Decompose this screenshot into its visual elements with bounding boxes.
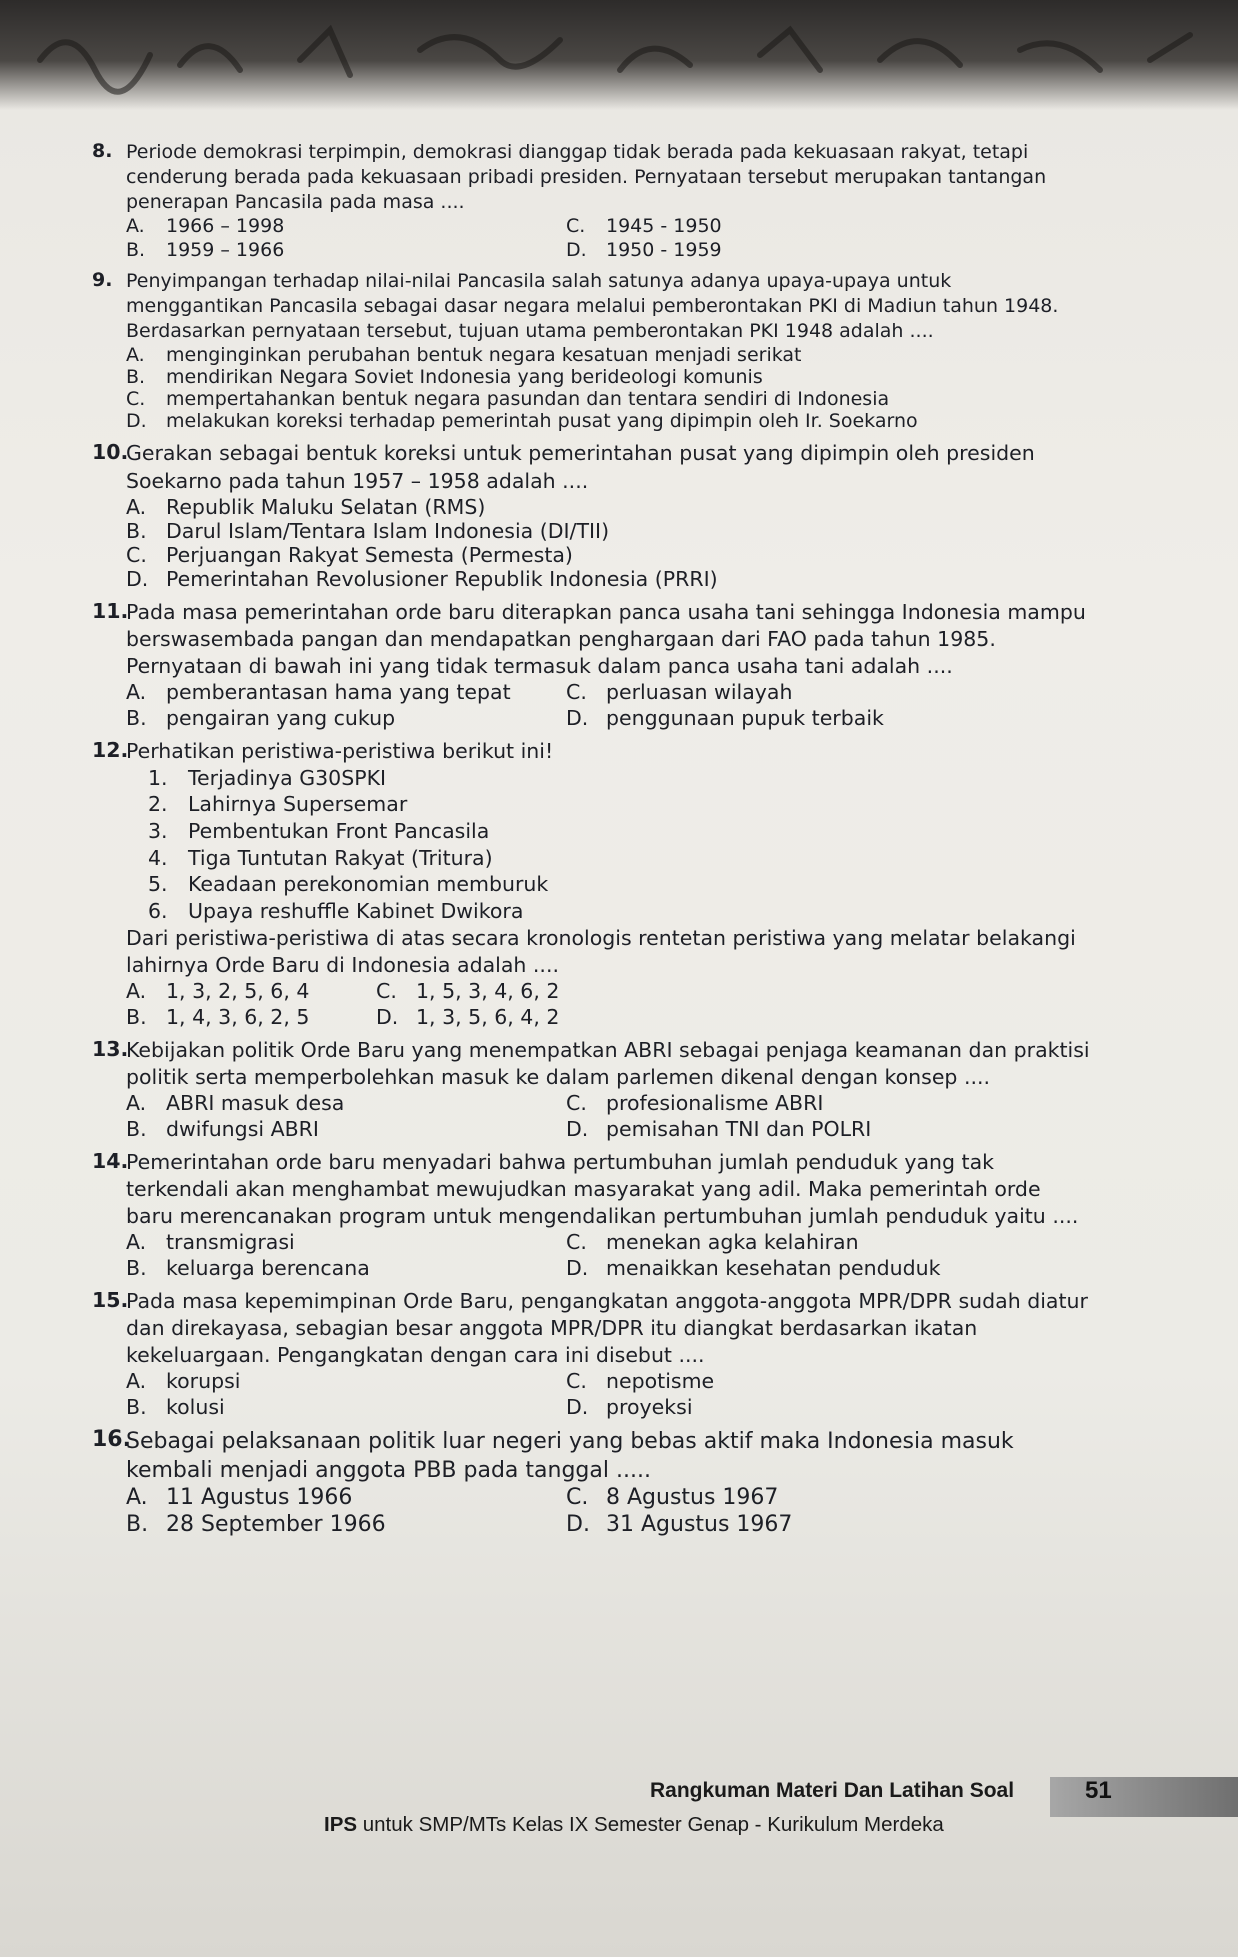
answer-options: [126, 1230, 1092, 1280]
option-c[interactable]: C. 8 Agustus 1967: [566, 1485, 779, 1511]
question-number: 15.: [92, 1287, 129, 1312]
answer-options: [126, 979, 1092, 1029]
option-a[interactable]: A. Republik Maluku Selatan (RMS): [126, 494, 486, 519]
option-d[interactable]: D. proyeksi: [566, 1395, 693, 1420]
question-14: [92, 1149, 1092, 1280]
question-list: [92, 140, 1092, 1545]
option-d[interactable]: D. penggunaan pupuk terbaik: [566, 705, 884, 730]
option-a[interactable]: A. menginginkan perubahan bentuk negara kesatuan menjadi serikat: [126, 344, 802, 367]
question-text: Pemerintahan orde baru menyadari bahwa pertumbuhan jumlah penduduk yang tak terkendali akan menghambat mewujudkan masyarakat yang adil. Maka pemerintah orde baru merencanakan program untuk mengendalikan pertumbuhan jumlah penduduk yaitu ....: [126, 1149, 1079, 1228]
list-item: 1. Terjadinya G30SPKI: [148, 765, 387, 790]
question-text: Pada masa pemerintahan orde baru diterapkan panca usaha tani sehingga Indonesia mampu berswasembada pangan dan mendapatkan penghargaan dari FAO pada tahun 1985. Pernyataan di bawah ini yang tidak termasuk dalam panca usaha tani adalah ....: [126, 599, 1086, 678]
footer-bar: [1050, 1777, 1238, 1817]
list-item: 6. Upaya reshuffle Kabinet Dwikora: [148, 898, 524, 923]
answer-options: [126, 680, 1092, 730]
option-b[interactable]: B. pengairan yang cukup: [126, 705, 396, 730]
list-item: 2. Lahirnya Supersemar: [148, 792, 408, 817]
option-d[interactable]: D. 1950 - 1959: [566, 239, 722, 262]
option-c[interactable]: C. 1, 5, 3, 4, 6, 2: [376, 978, 560, 1003]
footer-subtitle: IPS untuk SMP/MTs Kelas IX Semester Genap - Kurikulum Merdeka: [324, 1813, 944, 1836]
question-number: 9.: [92, 269, 113, 292]
bleed-through-scribble: [0, 0, 1238, 110]
question-9: [92, 269, 1092, 432]
question-number: 10.: [92, 440, 129, 465]
option-d[interactable]: D. 31 Agustus 1967: [566, 1512, 793, 1538]
option-a[interactable]: A. 11 Agustus 1966: [126, 1485, 353, 1511]
option-b[interactable]: B. 1959 – 1966: [126, 239, 285, 262]
option-a[interactable]: A. transmigrasi: [126, 1229, 295, 1254]
option-b[interactable]: B. 28 September 1966: [126, 1512, 386, 1538]
option-d[interactable]: D. pemisahan TNI dan POLRI: [566, 1116, 872, 1141]
answer-options: [126, 1369, 1092, 1419]
question-15: [92, 1288, 1092, 1419]
answer-options: [126, 1091, 1092, 1141]
question-10: [92, 440, 1092, 590]
question-number: 8.: [92, 140, 113, 162]
question-prompt: Dari peristiwa-peristiwa di atas secara kronologis rentetan peristiwa yang melatar belakangi lahirnya Orde Baru di Indonesia adalah ....: [126, 925, 1076, 977]
question-text: Penyimpangan terhadap nilai-nilai Pancasila salah satunya adanya upaya-upaya untuk menggantikan Pancasila sebagai dasar negara melalui pemberontakan PKI di Madiun tahun 1948. Berdasarkan pernyataan tersebut, tujuan utama pemberontakan PKI 1948 adalah ....: [126, 270, 1059, 343]
option-b[interactable]: B. Darul Islam/Tentara Islam Indonesia (DI/TII): [126, 518, 610, 543]
question-number: 14.: [92, 1148, 129, 1173]
option-b[interactable]: B. dwifungsi ABRI: [126, 1116, 319, 1141]
question-12: [92, 738, 1092, 1029]
question-number: 13.: [92, 1036, 129, 1061]
list-item: 5. Keadaan perekonomian memburuk: [148, 872, 549, 897]
option-b[interactable]: B. mendirikan Negara Soviet Indonesia yang berideologi komunis: [126, 366, 763, 389]
option-c[interactable]: C. perluasan wilayah: [566, 679, 793, 704]
option-d[interactable]: D. melakukan koreksi terhadap pemerintah pusat yang dipimpin oleh Ir. Soekarno: [126, 410, 918, 433]
option-c[interactable]: C. Perjuangan Rakyat Semesta (Permesta): [126, 542, 573, 567]
event-list: [148, 765, 1092, 925]
question-number: 11.: [92, 598, 129, 623]
question-text: Periode demokrasi terpimpin, demokrasi dianggap tidak berada pada kekuasaan rakyat, tetapi cenderung berada pada kekuasaan pribadi presiden. Pernyataan tersebut merupakan tantangan penerapan Pancasila pada masa ....: [126, 141, 1047, 214]
list-item: 3. Pembentukan Front Pancasila: [148, 819, 490, 844]
option-c[interactable]: C. mempertahankan bentuk negara pasundan dan tentara sendiri di Indonesia: [126, 388, 890, 411]
option-a[interactable]: A. ABRI masuk desa: [126, 1090, 345, 1115]
option-b[interactable]: B. keluarga berencana: [126, 1255, 370, 1280]
option-a[interactable]: A. korupsi: [126, 1369, 241, 1394]
option-b[interactable]: B. kolusi: [126, 1395, 225, 1420]
question-number: 16.: [92, 1427, 131, 1453]
option-d[interactable]: D. menaikkan kesehatan penduduk: [566, 1255, 941, 1280]
option-d[interactable]: D. Pemerintahan Revolusioner Republik Indonesia (PRRI): [126, 566, 718, 591]
footer-title: Rangkuman Materi Dan Latihan Soal: [650, 1779, 1015, 1802]
question-text: Perhatikan peristiwa-peristiwa berikut ini!: [126, 738, 554, 763]
question-8: [92, 140, 1092, 261]
option-a[interactable]: A. 1, 3, 2, 5, 6, 4: [126, 978, 310, 1003]
question-13: [92, 1037, 1092, 1141]
question-number: 12.: [92, 737, 129, 762]
option-d[interactable]: D. 1, 3, 5, 6, 4, 2: [376, 1004, 560, 1029]
question-text: Gerakan sebagai bentuk koreksi untuk pemerintahan pusat yang dipimpin oleh presiden Soekarno pada tahun 1957 – 1958 adalah ....: [126, 441, 1035, 493]
option-c[interactable]: C. menekan agka kelahiran: [566, 1229, 859, 1254]
option-c[interactable]: C. profesionalisme ABRI: [566, 1090, 824, 1115]
page-number: 51: [1085, 1777, 1112, 1804]
option-a[interactable]: A. pemberantasan hama yang tepat: [126, 679, 511, 704]
answer-options: [126, 1485, 1092, 1537]
option-c[interactable]: C. 1945 - 1950: [566, 215, 722, 238]
answer-options: [126, 215, 1092, 261]
question-11: [92, 599, 1092, 730]
question-16: [92, 1427, 1092, 1537]
option-a[interactable]: A. 1966 – 1998: [126, 215, 285, 238]
list-item: 4. Tiga Tuntutan Rakyat (Tritura): [148, 845, 493, 870]
option-b[interactable]: B. 1, 4, 3, 6, 2, 5: [126, 1004, 310, 1029]
question-text: Sebagai pelaksanaan politik luar negeri yang bebas aktif maka Indonesia masuk kembali menjadi anggota PBB pada tanggal .....: [126, 1429, 1014, 1484]
option-c[interactable]: C. nepotisme: [566, 1369, 715, 1394]
question-text: Kebijakan politik Orde Baru yang menempatkan ABRI sebagai penjaga keamanan dan praktisi politik serta memperbolehkan masuk ke dalam parlemen dikenal dengan konsep ....: [126, 1037, 1090, 1089]
question-text: Pada masa kepemimpinan Orde Baru, pengangkatan anggota-anggota MPR/DPR sudah diatur dan direkayasa, sebagian besar anggota MPR/DPR itu diangkat berdasarkan ikatan kekeluargaan. Pengangkatan dengan cara ini disebut ....: [126, 1288, 1088, 1368]
